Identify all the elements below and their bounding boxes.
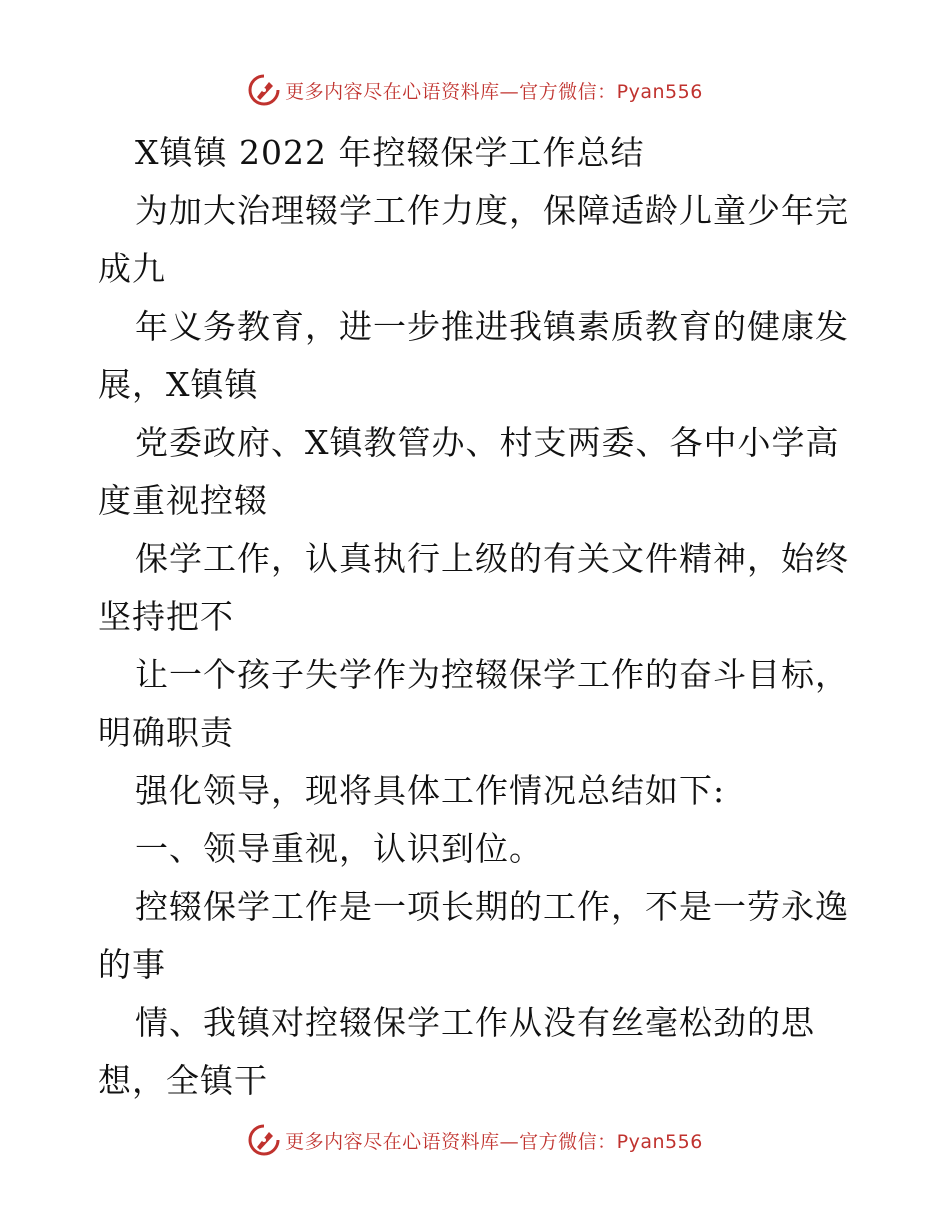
paragraph-line: 年义务教育，进一步推进我镇素质教育的健康发: [135, 307, 849, 346]
paragraph-line: 控辍保学工作是一项长期的工作，不是一劳永逸: [135, 887, 849, 926]
document-body: [98, 124, 878, 1110]
paragraph-line: 明确职责: [98, 713, 234, 752]
paragraph-line: 坚持把不: [98, 597, 234, 636]
paragraph-line: 党委政府、X镇教管办、村支两委、各中小学高: [135, 423, 840, 462]
paragraph-line: 展，X镇镇: [98, 365, 259, 404]
paragraph-line: 情、我镇对控辍保学工作从没有丝毫松劲的思: [135, 1003, 815, 1042]
paragraph-line: 强化领导，现将具体工作情况总结如下:: [135, 771, 726, 810]
paragraph-line: 一、领导重视，认识到位。: [135, 829, 543, 868]
watermark-text: 更多内容尽在心语资料库—官方微信：Pyan556: [285, 80, 703, 103]
paragraph-line: 为加大治理辍学工作力度，保障适龄儿童少年完: [135, 191, 849, 230]
paragraph-line: 成九: [98, 249, 166, 288]
paragraph-line: 的事: [98, 945, 166, 984]
footer-watermark-banner: [0, 1120, 950, 1160]
paragraph-line: 保学工作，认真执行上级的有关文件精神，始终: [135, 539, 849, 578]
header-watermark-banner: [0, 70, 950, 110]
pen-nib-circle-logo-icon: [247, 1123, 281, 1157]
pen-nib-circle-logo-icon: [247, 73, 281, 107]
paragraph-line: 让一个孩子失学作为控辍保学工作的奋斗目标，: [135, 655, 849, 694]
watermark-text: 更多内容尽在心语资料库—官方微信：Pyan556: [285, 1130, 703, 1153]
document-title: X镇镇 2022 年控辍保学工作总结: [135, 133, 645, 172]
paragraph-line: 想，全镇干: [98, 1061, 268, 1100]
paragraph-line: 度重视控辍: [98, 481, 268, 520]
